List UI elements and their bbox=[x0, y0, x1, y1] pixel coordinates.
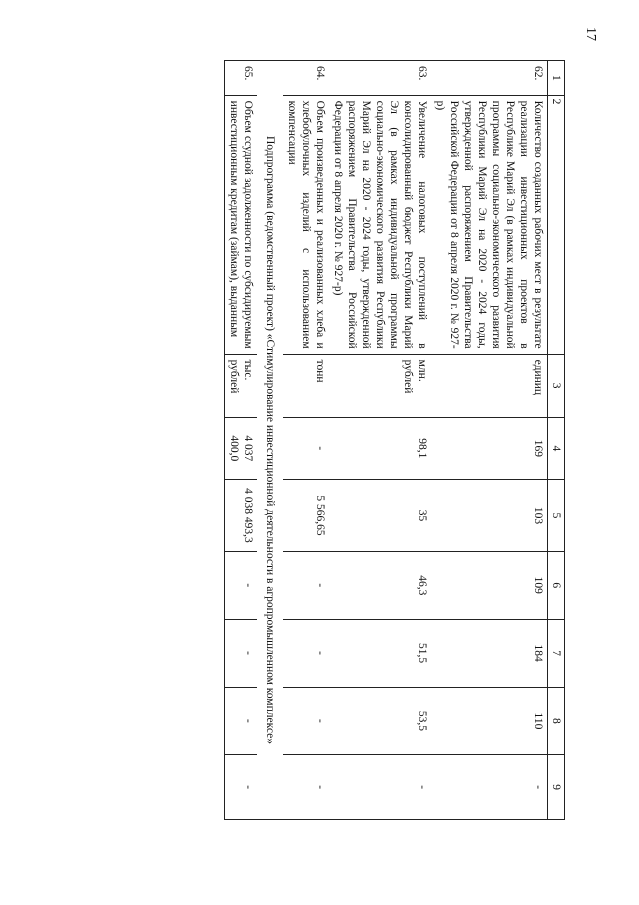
value-col-4: 4 037 400,0 bbox=[224, 417, 257, 480]
row-number: 62. bbox=[431, 61, 548, 96]
value-col-7: - bbox=[224, 619, 257, 687]
value-col-7: 184 bbox=[431, 619, 548, 687]
unit: тонн bbox=[283, 354, 329, 417]
value-col-4: - bbox=[283, 417, 329, 480]
value-col-9: - bbox=[431, 755, 548, 820]
value-col-7: 51,5 bbox=[329, 619, 431, 687]
header-col-7: 7 bbox=[547, 619, 564, 687]
indicators-table bbox=[224, 60, 565, 820]
indicator-text: Объем произведенных и реализованных хлеба и хлебобулочных изделий с использованием компенсации bbox=[283, 95, 329, 354]
header-col-8: 8 bbox=[547, 687, 564, 755]
header-col-1: 1 bbox=[547, 61, 564, 96]
table-row bbox=[283, 61, 329, 820]
unit: млн. рублей bbox=[329, 354, 431, 417]
header-col-4: 4 bbox=[547, 417, 564, 480]
value-col-5: 5 566,65 bbox=[283, 480, 329, 552]
value-col-7: - bbox=[283, 619, 329, 687]
header-col-3: 3 bbox=[547, 354, 564, 417]
value-col-9: - bbox=[329, 755, 431, 820]
table-row bbox=[431, 61, 548, 820]
value-col-5: 103 bbox=[431, 480, 548, 552]
value-col-9: - bbox=[224, 755, 257, 820]
header-col-2: 2 bbox=[547, 95, 564, 354]
value-col-5: 4 038 493,3 bbox=[224, 480, 257, 552]
header-col-9: 9 bbox=[547, 755, 564, 820]
subprogram-row bbox=[257, 61, 283, 820]
row-number: 63. bbox=[329, 61, 431, 96]
header-col-6: 6 bbox=[547, 551, 564, 619]
value-col-8: 110 bbox=[431, 687, 548, 755]
row-number: 64. bbox=[283, 61, 329, 96]
row-number: 65. bbox=[224, 61, 257, 96]
header-col-5: 5 bbox=[547, 480, 564, 552]
indicator-text: Увеличение налоговых поступлений в консолидированный бюджет Республики Марий Эл (в рамках индивидуальной программы социально-экономического развития Республики Марий Эл на 2020 - 2024 годы, утвержденной распоряжением Правительства Российской Федерации от 8 апреля 2020 г. № 927-р) bbox=[329, 95, 431, 354]
value-col-9: - bbox=[283, 755, 329, 820]
value-col-8: - bbox=[224, 687, 257, 755]
subprogram-title: Подпрограмма (ведомственный проект) «Стимулирование инвестиционной деятельности в агропромышленном комплексе» bbox=[257, 61, 283, 820]
value-col-4: 98,1 bbox=[329, 417, 431, 480]
value-col-6: - bbox=[224, 551, 257, 619]
value-col-6: 109 bbox=[431, 551, 548, 619]
unit: тыс. рублей bbox=[224, 354, 257, 417]
rotated-table-container bbox=[135, 60, 565, 820]
value-col-8: 53,5 bbox=[329, 687, 431, 755]
indicator-text: Количество созданных рабочих мест в результате реализации инвестиционных проектов в Республике Марий Эл (в рамках индивидуальной программы социально-экономического развития Республики Марий Эл на 2020 - 2024 годы, утвержденной распоряжением Правительства Российской Федерации от 8 апреля 2020 г. № 927-р) bbox=[431, 95, 548, 354]
value-col-6: - bbox=[283, 551, 329, 619]
table-row bbox=[224, 61, 257, 820]
table-row bbox=[329, 61, 431, 820]
page-number: 17 bbox=[583, 27, 598, 41]
indicator-text: Объем ссудной задолженности по субсидируемым инвестиционным кредитам (займам), выданным bbox=[224, 95, 257, 354]
header-row bbox=[547, 61, 564, 820]
unit: единиц bbox=[431, 354, 548, 417]
value-col-4: 169 bbox=[431, 417, 548, 480]
value-col-6: 46,3 bbox=[329, 551, 431, 619]
value-col-5: 35 bbox=[329, 480, 431, 552]
value-col-8: - bbox=[283, 687, 329, 755]
